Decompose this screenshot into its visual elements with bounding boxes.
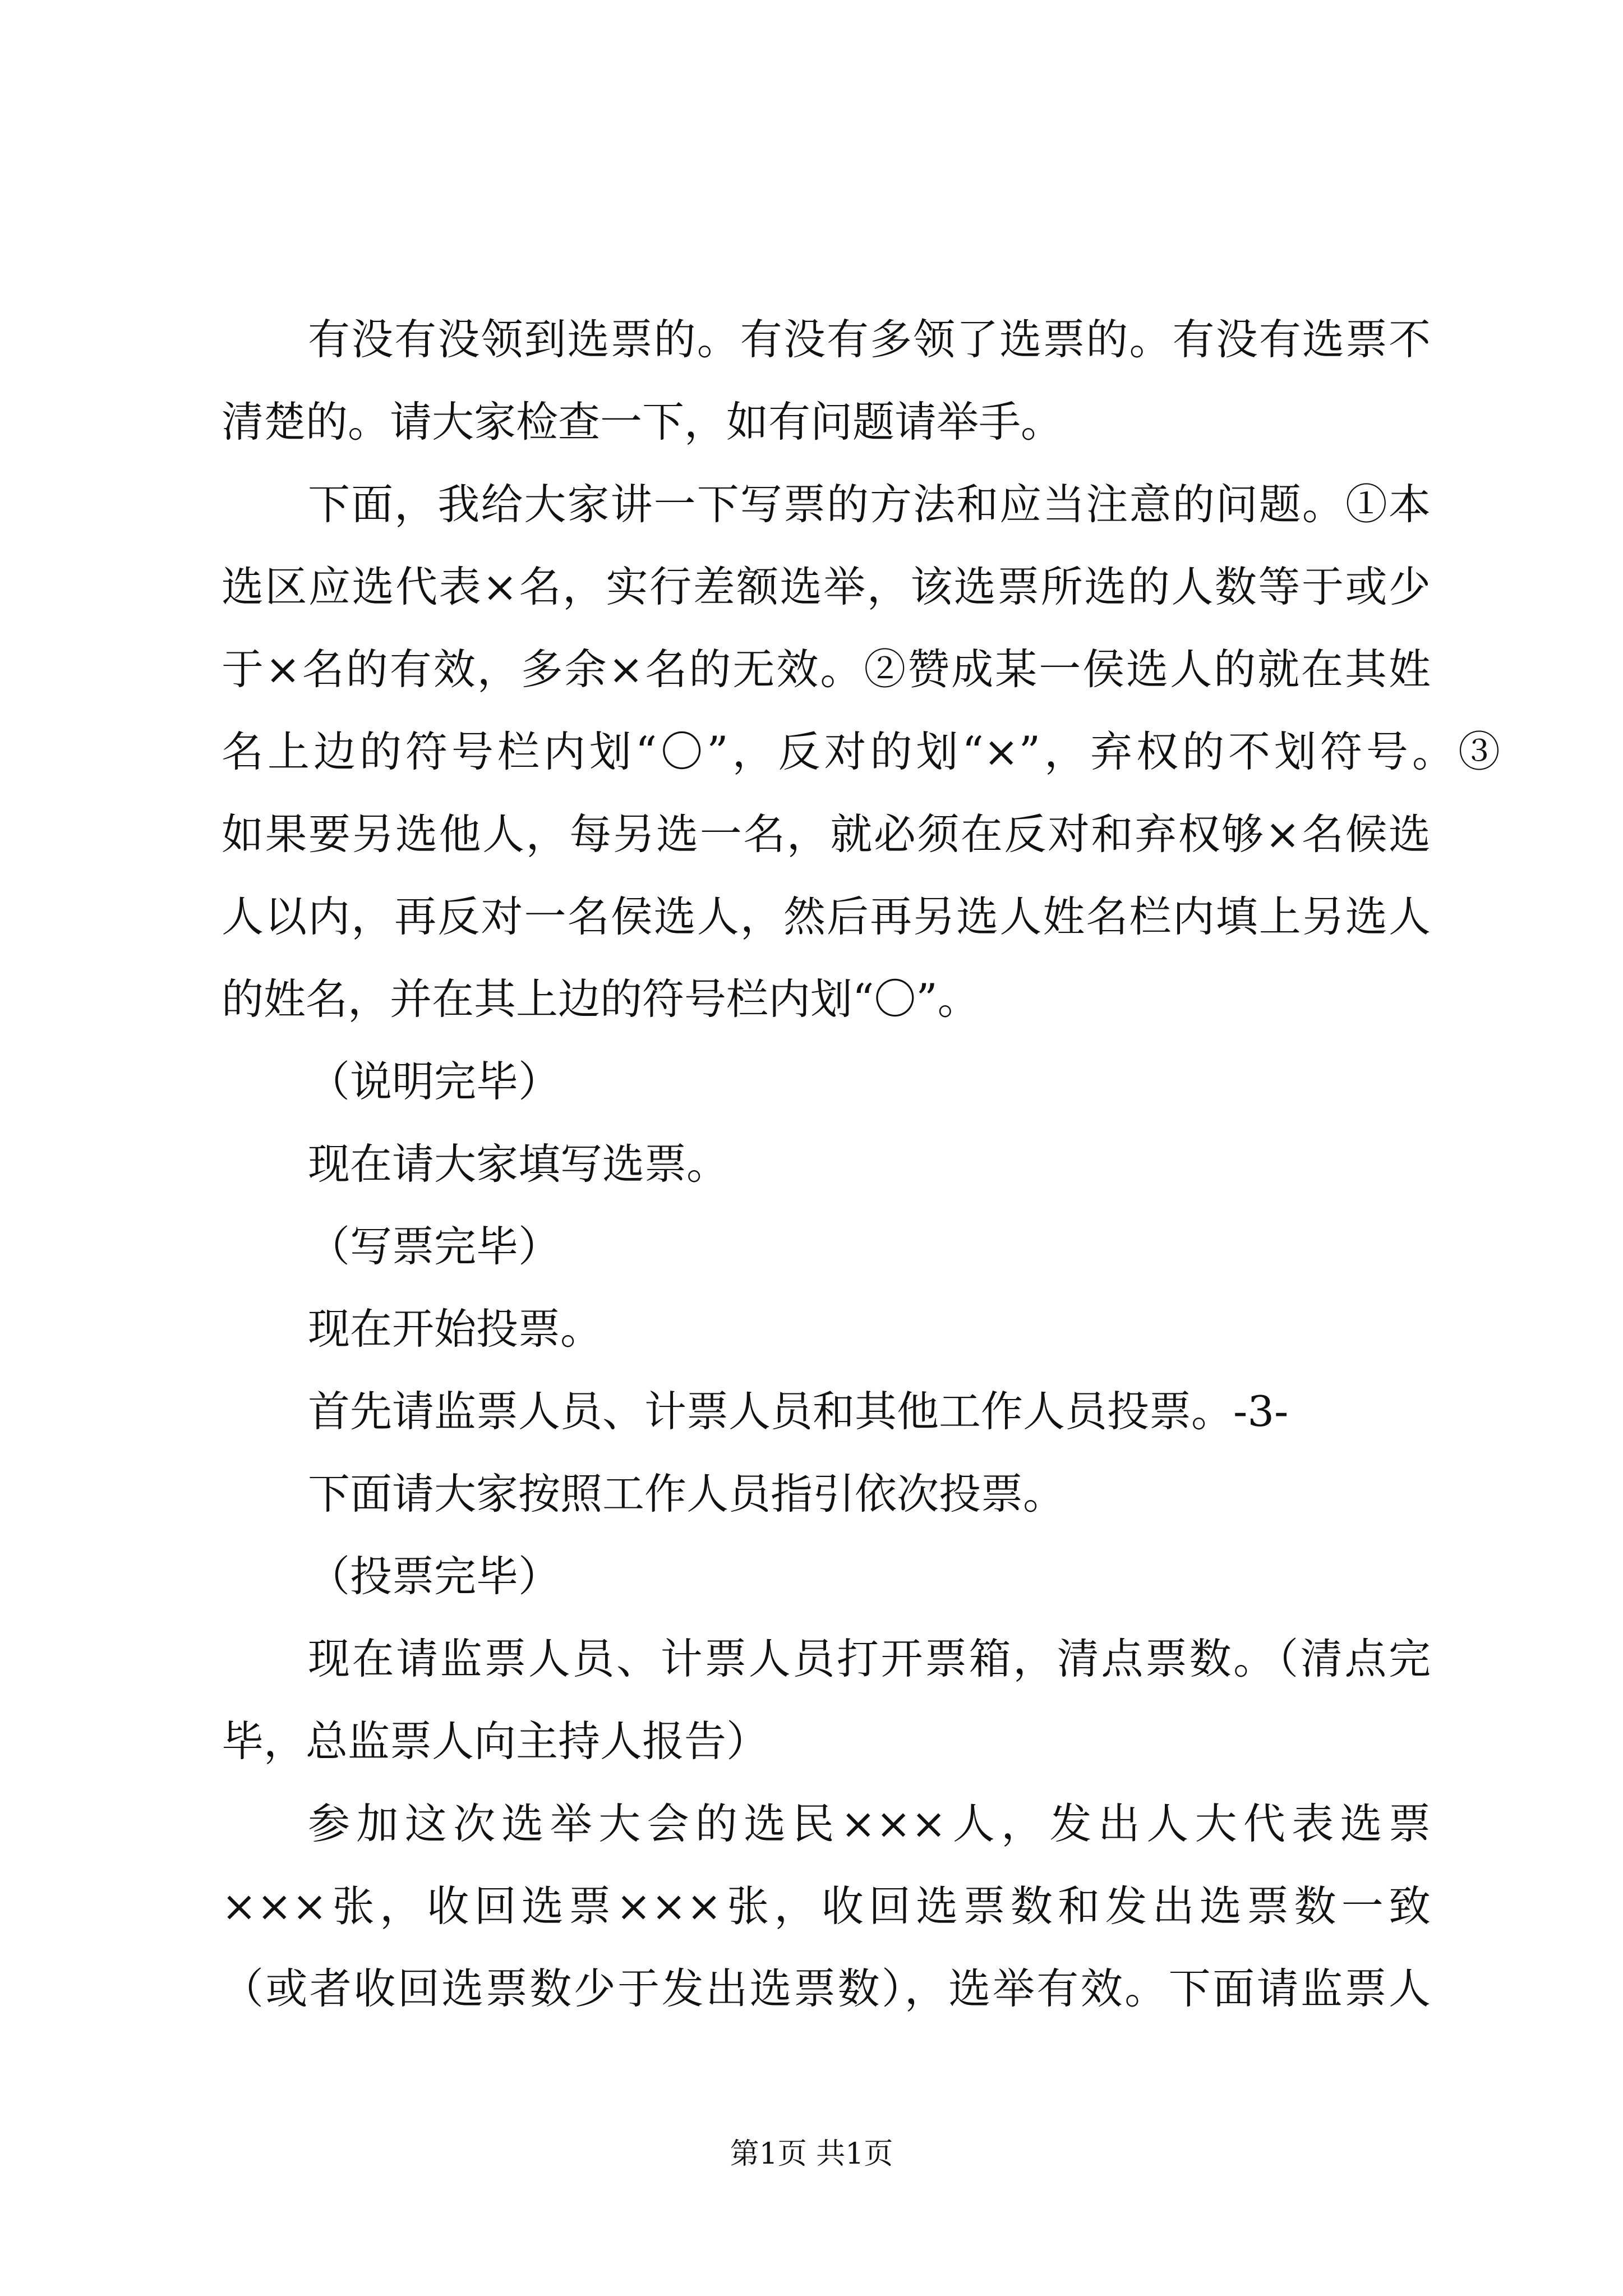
text-line: 现在开始投票。 <box>308 1304 603 1354</box>
text-line: 选区应选代表×名，实行差额选举，该选票所选的人数等于或少 <box>222 562 1431 611</box>
text-line: （写票完毕） <box>308 1222 561 1271</box>
text-line: ×××张，收回选票×××张，收回选票数和发出选票数一致 <box>222 1881 1431 1931</box>
text-line: 清楚的。请大家检查一下，如有问题请举手。 <box>222 397 1063 447</box>
paragraph <box>222 1370 1431 1453</box>
paragraph <box>222 1535 1431 1618</box>
text-line: 的姓名，并在其上边的符号栏内划“〇”。 <box>222 974 980 1024</box>
text-line: （投票完毕） <box>308 1552 561 1601</box>
text-line: 首先请监票人员、计票人员和其他工作人员投票。-3- <box>308 1387 1289 1436</box>
paragraph <box>222 463 1500 1041</box>
text-line: 有没有没领到选票的。有没有多领了选票的。有没有选票不 <box>308 315 1431 364</box>
text-line: 毕，总监票人向主持人报告） <box>222 1717 769 1766</box>
paragraph <box>222 1288 1431 1370</box>
text-line: （说明完毕） <box>308 1057 561 1106</box>
paragraph <box>222 1123 1431 1205</box>
paragraph <box>222 1205 1431 1288</box>
document-body <box>222 298 1500 2030</box>
paragraph <box>222 1783 1431 2030</box>
text-line: 下面请大家按照工作人员指引依次投票。 <box>308 1469 1066 1519</box>
paragraph <box>222 298 1431 463</box>
text-line: 如果要另选他人，每另选一名，就必须在反对和弃权够×名候选 <box>222 809 1431 859</box>
page-footer: 第1页 共1页 <box>730 2137 893 2171</box>
paragraph <box>222 1453 1431 1535</box>
text-line: 现在请监票人员、计票人员打开票箱，清点票数。（清点完 <box>308 1634 1431 1683</box>
paragraph <box>222 1041 1431 1123</box>
text-line: （或者收回选票数少于发出选票数），选举有效。下面请监票人 <box>222 1964 1431 2013</box>
text-line: 人以内，再反对一名侯选人，然后再另选人姓名栏内填上另选人 <box>222 892 1431 941</box>
text-line: 下面，我给大家讲一下写票的方法和应当注意的问题。①本 <box>308 480 1431 529</box>
text-line: 名上边的符号栏内划“〇”，反对的划“×”，弃权的不划符号。③ <box>222 727 1500 776</box>
text-line: 参加这次选举大会的选民×××人，发出人大代表选票 <box>308 1799 1431 1848</box>
paragraph <box>222 1618 1431 1783</box>
text-line: 现在请大家填写选票。 <box>308 1139 729 1189</box>
text-line: 于×名的有效，多余×名的无效。②赞成某一侯选人的就在其姓 <box>222 645 1431 694</box>
